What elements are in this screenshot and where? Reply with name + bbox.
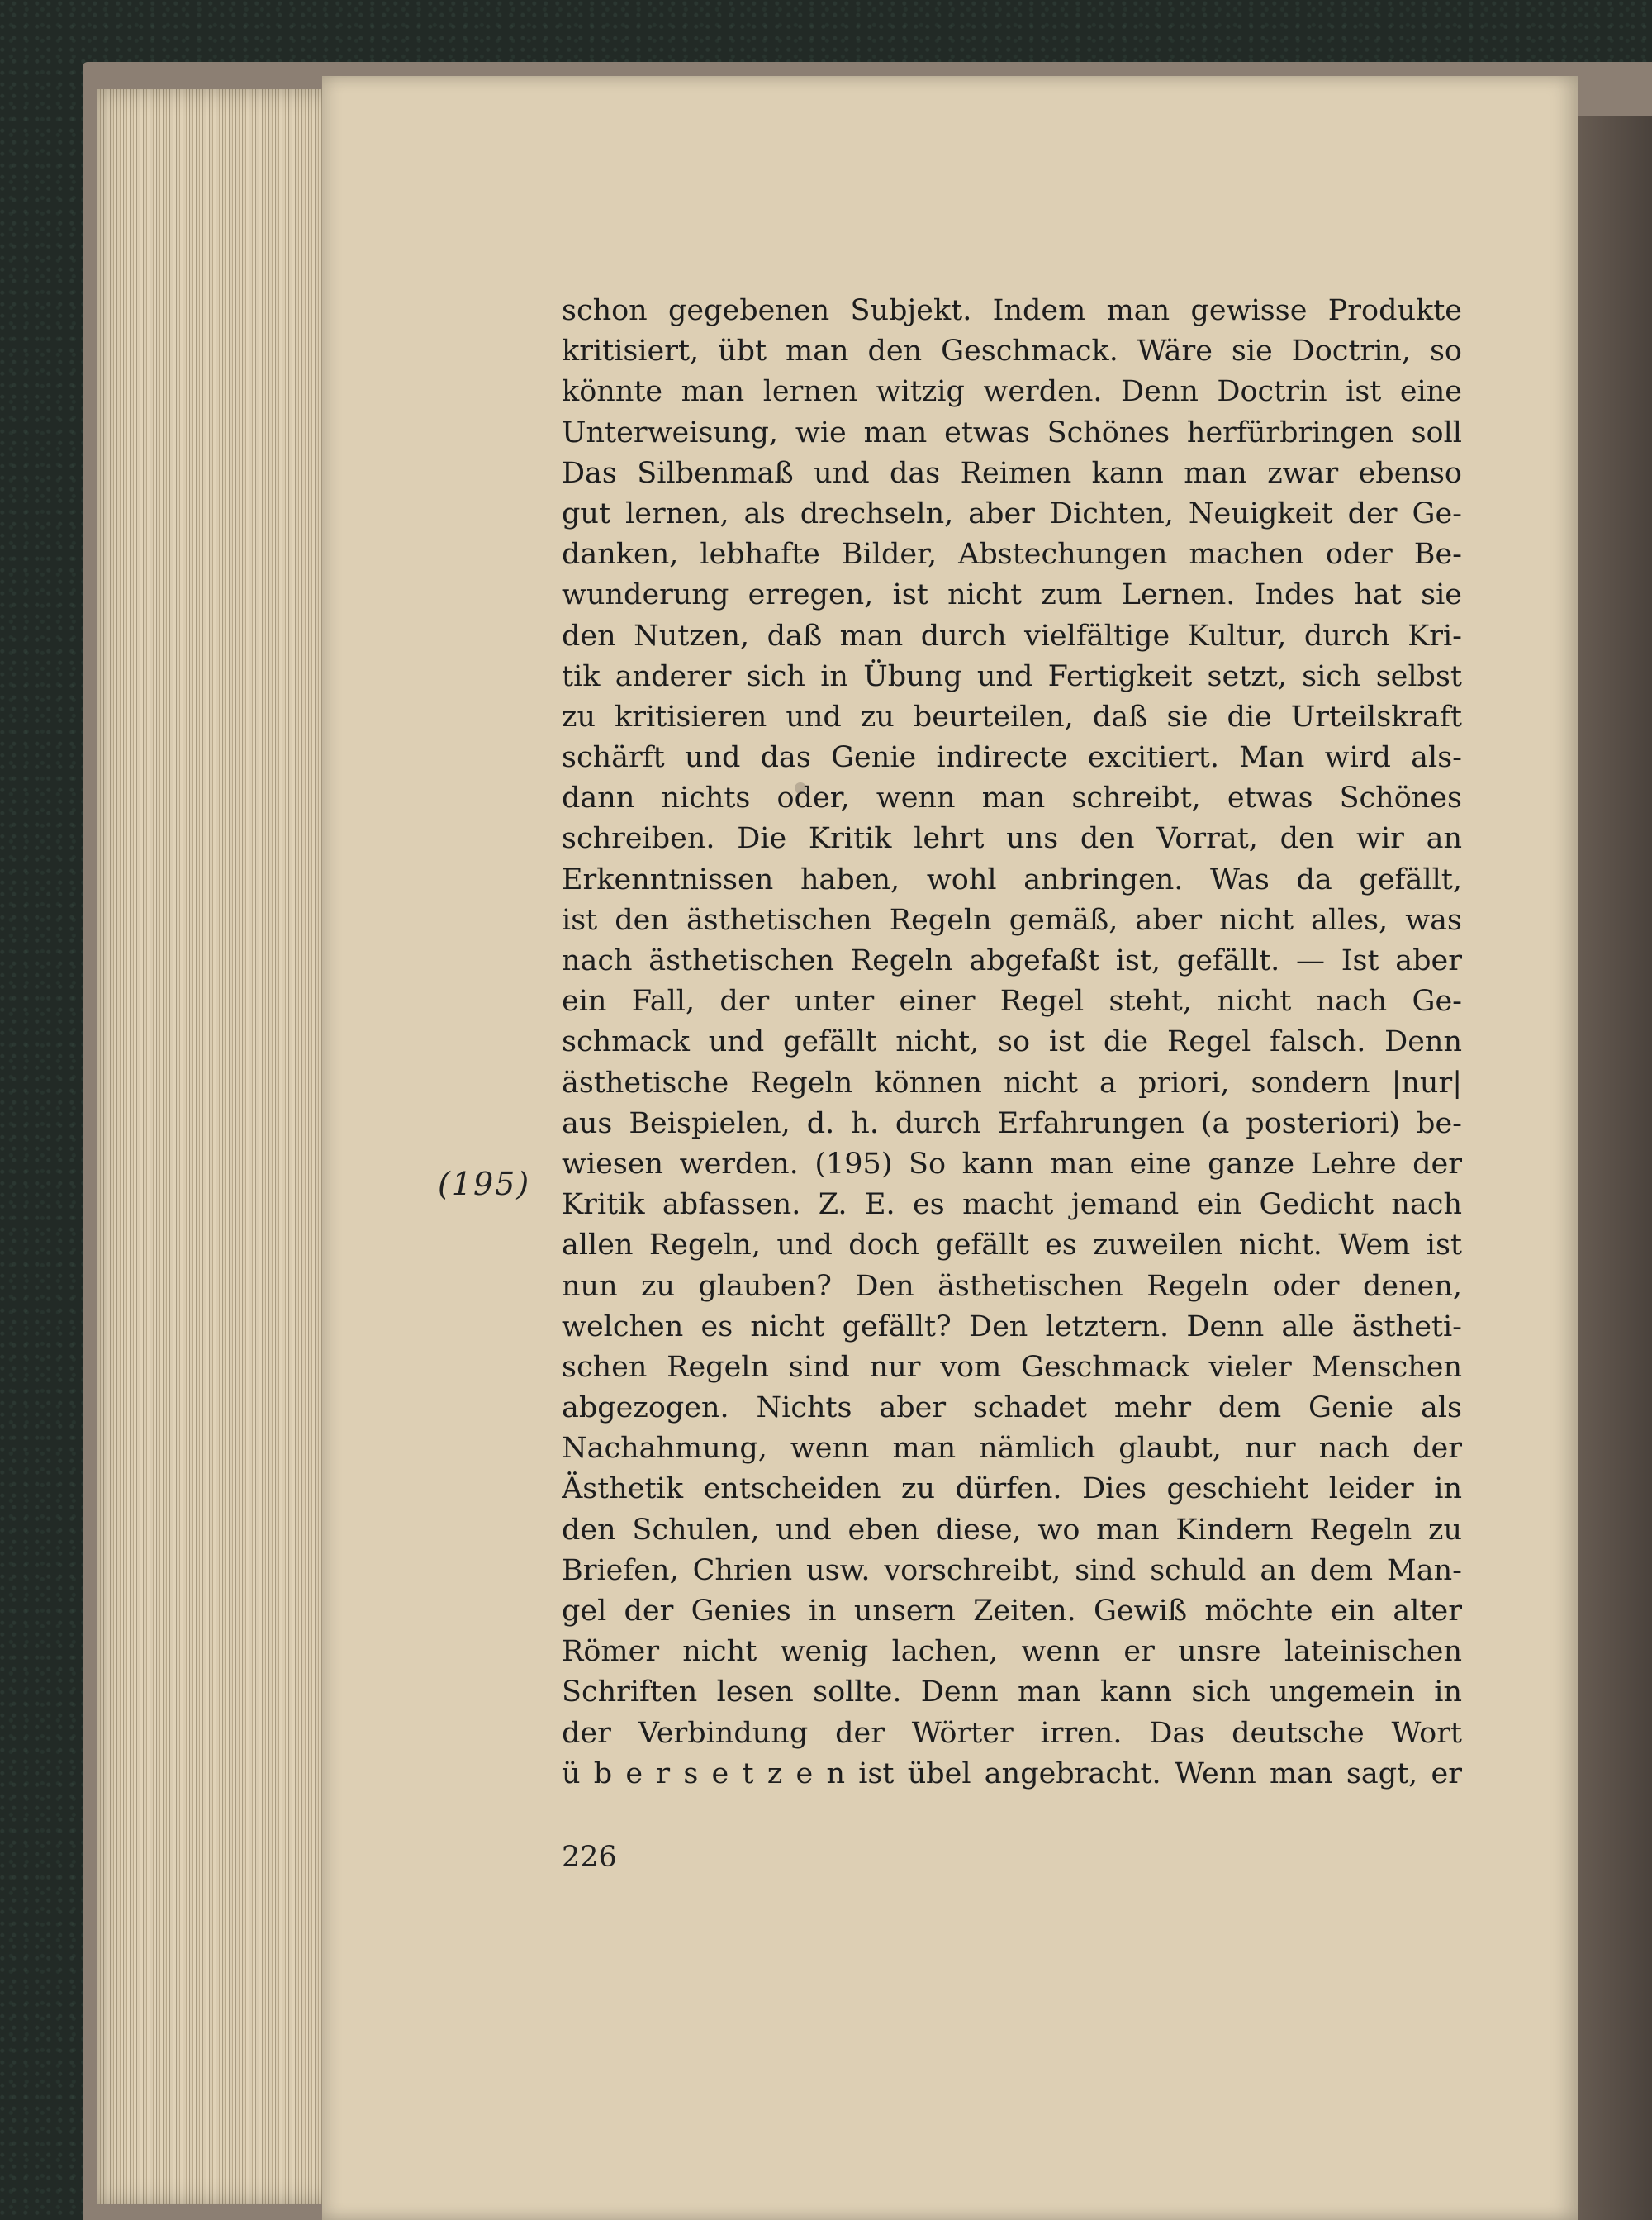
margin-page-reference: (195) <box>438 1166 531 1202</box>
text-line: Nachahmung, wenn man nämlich glaubt, nur nach der <box>562 1432 1462 1466</box>
text-line: könnte man lernen witzig werden. Denn Doctrin ist eine <box>562 375 1462 409</box>
text-line: nach ästhetischen Regeln abgefaßt ist, gefällt. — Ist aber <box>562 944 1462 977</box>
text-line: danken, lebhafte Bilder, Abstechungen machen oder Be- <box>562 538 1462 572</box>
text-line: ist den ästhetischen Regeln gemäß, aber nicht alles, was <box>562 903 1462 937</box>
text-line: gel der Genies in unsern Zeiten. Gewiß möchte ein alter <box>562 1595 1462 1628</box>
text-line: der Verbindung der Wörter irren. Das deutsche Wort <box>562 1716 1462 1750</box>
text-line: schärft und das Genie indirecte excitiert. Man wird als- <box>562 741 1462 775</box>
text-line: Schriften lesen sollte. Denn man kann sich ungemein in <box>562 1676 1462 1709</box>
text-line: dann nichts oder, wenn man schreibt, etwas Schönes <box>562 782 1462 815</box>
text-line: tik anderer sich in Übung und Fertigkeit setzt, sich selbst <box>562 659 1462 693</box>
text-line: Briefen, Chrien usw. vorschreibt, sind schuld an dem Man- <box>562 1553 1462 1587</box>
text-line: ü b e r s e t z e n ist übel angebracht. Wenn man sagt, er <box>562 1757 1462 1790</box>
text-line: den Nutzen, daß man durch vielfältige Kultur, durch Kri- <box>562 619 1462 653</box>
text-line: wiesen werden. (195) So kann man eine ganze Lehre der <box>562 1147 1462 1181</box>
text-line: Unterweisung, wie man etwas Schönes herfürbringen soll <box>562 416 1462 449</box>
text-line: Das Silbenmaß und das Reimen kann man zwar ebenso <box>562 456 1462 490</box>
page-edges <box>97 89 337 2204</box>
text-line: Ästhetik entscheiden zu dürfen. Dies geschieht leider in <box>562 1472 1462 1506</box>
text-line: aus Beispielen, d. h. durch Erfahrungen (a posteriori) be- <box>562 1106 1462 1140</box>
text-line: Römer nicht wenig lachen, wenn er unsre lateinischen <box>562 1635 1462 1669</box>
text-line: schon gegebenen Subjekt. Indem man gewisse Produkte <box>562 294 1462 327</box>
text-line: allen Regeln, und doch gefällt es zuweilen nicht. Wem ist <box>562 1229 1462 1262</box>
text-line: schen Regeln sind nur vom Geschmack vieler Menschen <box>562 1350 1462 1384</box>
text-line: schmack und gefällt nicht, so ist die Regel falsch. Denn <box>562 1025 1462 1059</box>
text-line: gut lernen, als drechseln, aber Dichten, Neuigkeit der Ge- <box>562 497 1462 530</box>
text-line: zu kritisieren und zu beurteilen, daß sie die Urteilskraft <box>562 700 1462 734</box>
text-line: wunderung erregen, ist nicht zum Lernen. Indes hat sie <box>562 578 1462 612</box>
text-line: kritisiert, übt man den Geschmack. Wäre sie Doctrin, so <box>562 335 1462 368</box>
text-line: ein Fall, der unter einer Regel steht, nicht nach Ge- <box>562 985 1462 1019</box>
text-line: den Schulen, und eben diese, wo man Kindern Regeln zu <box>562 1513 1462 1547</box>
text-line: schreiben. Die Kritik lehrt uns den Vorrat, den wir an <box>562 822 1462 856</box>
text-line: abgezogen. Nichts aber schadet mehr dem Genie als <box>562 1391 1462 1425</box>
text-line: ästhetische Regeln können nicht a priori, sondern |nur| <box>562 1066 1462 1100</box>
text-line: welchen es nicht gefällt? Den letztern. Denn alle ästheti- <box>562 1310 1462 1343</box>
text-line: Kritik abfassen. Z. E. es macht jemand ein Gedicht nach <box>562 1188 1462 1222</box>
text-line: nun zu glauben? Den ästhetischen Regeln oder denen, <box>562 1269 1462 1303</box>
body-text <box>562 291 1462 1795</box>
text-line: Erkenntnissen haben, wohl anbringen. Was da gefällt, <box>562 863 1462 896</box>
book-spine-edge <box>1569 116 1652 2220</box>
page-number: 226 <box>562 1841 617 1874</box>
